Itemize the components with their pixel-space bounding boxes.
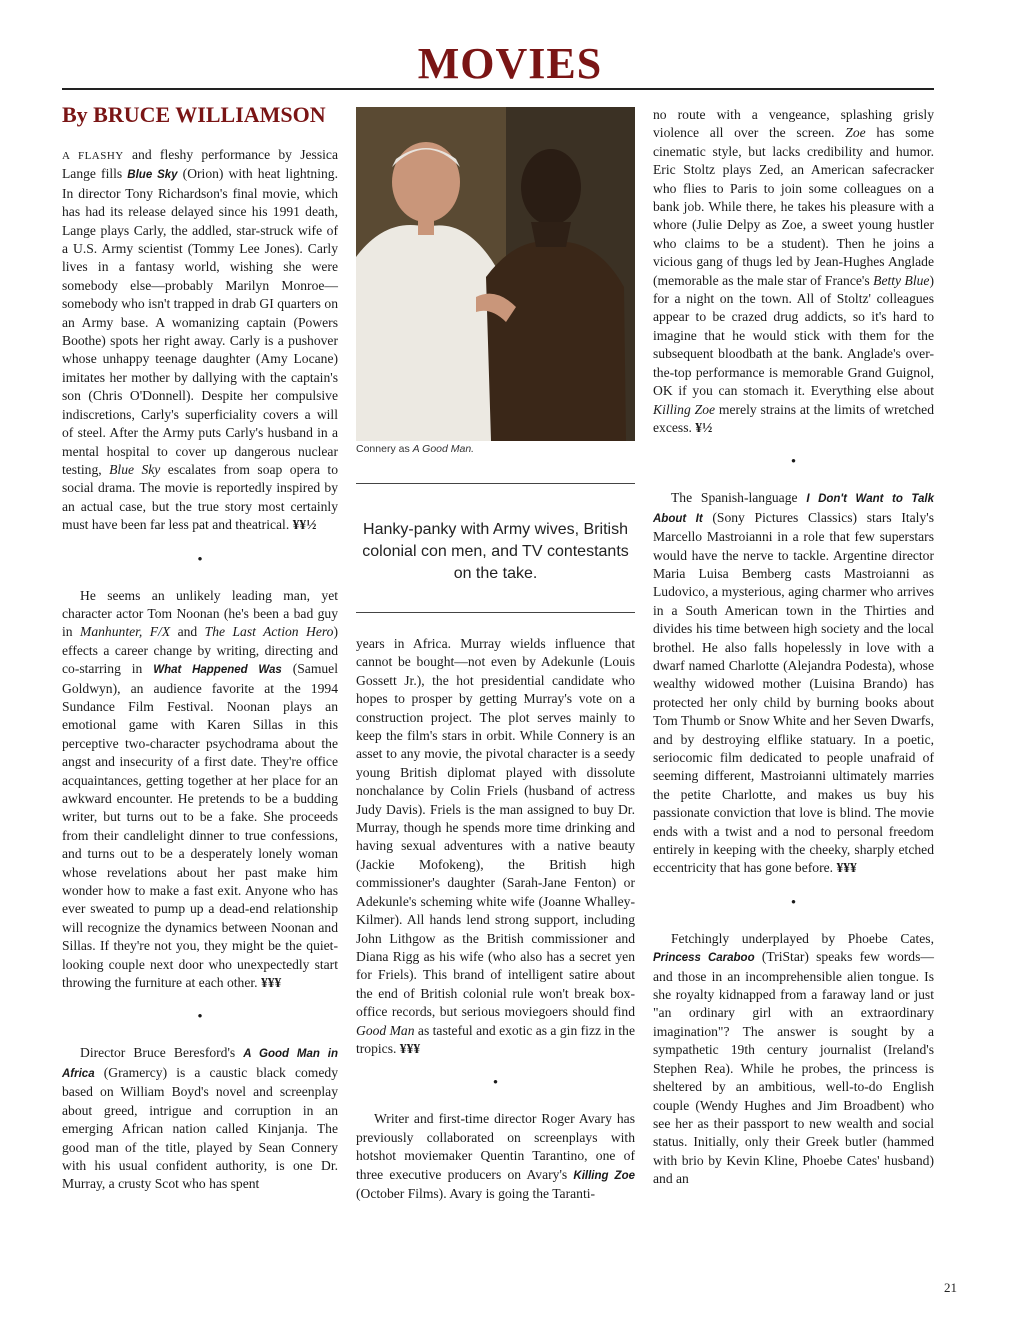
- review-text: (Gramercy) is a caustic black comedy based on William Boyd's novel and screenplay about greed, intrigue and corruption in an emerging African nation called Kinjanja. The good man of the title, played by Sean Connery with his usual confident authority, is one Dr. Murray, a crusty Scot who has spent: [62, 1064, 338, 1192]
- film-title: A Good Man in Africa: [62, 1048, 339, 1080]
- rating: ¥¥¥: [836, 860, 857, 876]
- review-text: escalates from soap opera to social drama. The movie is reportedly inspired by an actual case, but the true story most certainly must have been far less pat and theatrical.: [62, 461, 338, 533]
- separator-dot: •: [197, 551, 203, 568]
- separator-dot: •: [790, 454, 797, 471]
- column-3: [653, 106, 934, 1189]
- review-dont-want-to-talk: [653, 489, 934, 878]
- section-title: MOVIES: [417, 39, 603, 88]
- film-title: Killing Zoe: [573, 1169, 635, 1182]
- photo-illustration: [356, 107, 635, 441]
- caption-text: Connery as: [356, 443, 413, 455]
- review-text: Fetchingly underplayed by Phoebe Cates,: [671, 930, 934, 946]
- caption-title: A Good Man.: [412, 443, 475, 455]
- review-text: (Orion) with heat lightning. In director Tony Richardson's final movie, which has had its release delayed since his 1991 death, Lange plays Carly, the addled, star-struck wife of a U.S. Army scientist (Tommy Lee Jones). Carly lives in a fantasy world, wishing she were somebody else—probably Marilyn Monroe—somebody who isn't trapped in drab GI quarters on an Army base. A womanizing captain (Powers Boothe) spots her right away. Carly is a pushover whose unhappy teenage daughter (Amy Locane) imitates her mother by dallying with the captain's son (Chris O'Donnell). Despite her compulsive indiscretions, Carly's superficiality covers a will of steel. After the Army puts Carly's husband in a mental hospital to cover up dangerous nuclear testing,: [62, 166, 338, 477]
- review-blue-sky: [62, 146, 338, 535]
- film-title: I Don't Want to Talk About It: [653, 493, 934, 525]
- review-princess-caraboo: [653, 930, 934, 1189]
- review-text: Director Bruce Beresford's: [80, 1045, 244, 1061]
- page-number: 21: [944, 1280, 957, 1295]
- review-text: years in Africa. Murray wields influence that cannot be bought—not even by Adekunle (Louis Gossett Jr.), the hot presidential candidate who hopes to prosper by getting Murray's vote on a construction project. The plot serves mainly to keep the film's stars in orbit. While Connery is an asset to any movie, the pivotal character is a seedy young British diplomat played with dissolute nonchalance by Colin Friels (husband of actress Judy Davis). Friels is the man assigned to buy Dr. Murray, though he spends more time drinking and having sexual adventures with a native beauty (Jackie Mofokeng), the British high commissioner's daughter (Sarah-Jane Fenton) or Adekunle's scheming white wife (Joanne Whalley-Kilmer). All hands lend strong support, including John Lithgow as the British commissioner and Diana Rigg as his wife (who also has a secret yen for Friels). This brand of intelligent satire about the end of British colonial rule won't break box-office records, but serious moviegoers should find: [356, 636, 635, 1020]
- separator-dot: •: [197, 1009, 203, 1026]
- review-text: no route with a vengeance, splashing grisly violence all over the screen.: [653, 107, 934, 141]
- review-a-good-man: [62, 1044, 338, 1193]
- film-title-italic: Betty Blue: [873, 272, 930, 288]
- column-1: [62, 146, 338, 1194]
- review-killing-zoe: [356, 1110, 635, 1203]
- review-text: merely strains at the limits of wretched excess.: [653, 401, 934, 435]
- review-text: He seems an unlikely leading man, yet character actor Tom Noonan (he's been a bad guy in: [62, 587, 338, 640]
- film-title-italic: Manhunter, F/X: [80, 624, 171, 640]
- rating: ¥¥¥: [260, 975, 282, 991]
- photo-caption: [356, 443, 635, 455]
- film-title-italic: Good Man: [356, 1022, 415, 1038]
- review-text: ) effects a career change by writing, directing and co-starring in: [62, 624, 338, 677]
- review-text: as tasteful and exotic as a gin fizz in the tropics.: [356, 1022, 635, 1056]
- review-what-happened-was: [62, 587, 338, 993]
- rating: ¥¥½: [292, 517, 317, 533]
- film-title-italic: Zoe: [845, 125, 866, 141]
- header-rule: [62, 88, 934, 90]
- rating: ¥½: [695, 419, 713, 435]
- review-text: and: [170, 624, 205, 640]
- review-text: The Spanish-language: [671, 490, 807, 506]
- lead-caps: A FLASHY: [62, 150, 124, 162]
- film-title: Blue Sky: [127, 169, 178, 182]
- rating: ¥¥¥: [399, 1040, 421, 1056]
- review-text: Writer and first-time director Roger Avary has previously collaborated on screenplays with hotshot moviemaker Quentin Tarantino, one of three executive producers on Avary's: [356, 1111, 635, 1182]
- film-title-italic: The Last Action Hero: [204, 624, 334, 640]
- review-a-good-man-continued: [356, 635, 635, 1058]
- separator-dot: •: [790, 894, 797, 911]
- movie-still-photo: [356, 107, 635, 441]
- film-title-italic: Blue Sky: [109, 461, 161, 477]
- pullquote-rule-top: [356, 483, 635, 484]
- review-killing-zoe-continued: [653, 106, 934, 437]
- pullquote-rule-bottom: [356, 612, 635, 613]
- film-title: What Happened Was: [153, 664, 282, 677]
- film-title: Princess Caraboo: [653, 952, 755, 965]
- pull-quote: Hanky-panky with Army wives, British colonial con men, and TV contestants on the take.: [362, 521, 629, 582]
- film-title-italic: Killing Zoe: [653, 401, 716, 417]
- column-2: [356, 635, 635, 1203]
- review-text: (October Films). Avary is going the Taranti-: [356, 1185, 596, 1201]
- review-text: and fleshy performance by Jessica Lange fills: [62, 147, 338, 182]
- review-text: (Samuel Goldwyn), an audience favorite at the 1994 Sundance Film Festival. Noonan plays an emotional game with Karen Sillas in this perceptive two-character psychodrama about the angst and insecurity of a first date. They're office acquaintances, getting together at her place for an awkward encounter. He pretends to be a budding writer, but turns out to be a fake. She proceeds from their candlelight dinner to true confessions, and turns out to be a desperately lonely woman whose revelations about her past make him wonder how to make a fast exit. Anyone who has ever sweated to pump up a dead-end relationship will recognize the dynamics between Noonan and Sillas. If they're not you, they might be the quiet-looking couple next door who unexpectedly start throwing the furniture at each other.: [62, 661, 338, 991]
- separator-dot: •: [492, 1075, 499, 1092]
- review-text: ) for a night on the town. All of Stoltz' colleagues appear to be crazed drug addicts, so it's hard to imagine that he would stick with them for the subsequent bloodbath at the bank. Anglade's over-the-top performance is memorable Grand Guignol, OK if you can stomach it. Everything else about: [653, 272, 934, 399]
- review-text: (Sony Pictures Classics) stars Italy's Marcello Mastroianni in a role that few superstars would have the nerve to tackle. Argentine director Maria Luisa Bemberg casts Mastroianni as Ludovico, a mysterious, aging charmer who arrives in a South American town in the Thirties and divides his time between high society and the local brothel. He also falls hopelessly in love with a dwarf named Charlotte (Alejandra Podesta), whose wealthy widowed mother (Luisina Brando) has protected her only child by burning books about Tom Thumb or Snow White and her Seven Dwarfs, and by destroying elflike statuary. In a poetic, seriocomic film dedicated to people unafraid of seeming different, Mastroianni ultimately marries the petite Charlotte, and makes us buy his passionate conviction that love is blind. The movie ends with a twist and a nod to personal freedom entirely in keeping with the cheeky, sharply etched eccentricity that has gone before.: [653, 509, 934, 876]
- review-text: (TriStar) speaks few words—and those in an incomprehensible alien tongue. Is she royalty kidnapped from a faraway land or just "an ordinary girl with an extraordinary imagination"? The answer is sought by a sympathetic 19th century journalist (Ireland's Stephen Rea). While he probes, the princess is sheltered by an ambitious, well-to-do English couple (Wendy Hughes and Jim Broadbent) who see her as their passport to new wealth and social status. Initially, only their Greek butler (hammed with brio by Kevin Kline, Phoebe Cates' husband) and an: [653, 949, 934, 1187]
- byline: By BRUCE WILLIAMSON: [62, 102, 326, 127]
- review-text: has some cinematic style, but lacks credibility and humor. Eric Stoltz plays Zed, an American safecracker who flies to Paris to join some colleagues on a bank job. While there, he takes his pleasure with a whore (Julie Delpy as Zoe, a sweet young hustler who claims to be a student). Then he joins a vicious gang of thugs led by Jean-Hughes Anglade (memorable as the male star of France's: [653, 125, 934, 288]
